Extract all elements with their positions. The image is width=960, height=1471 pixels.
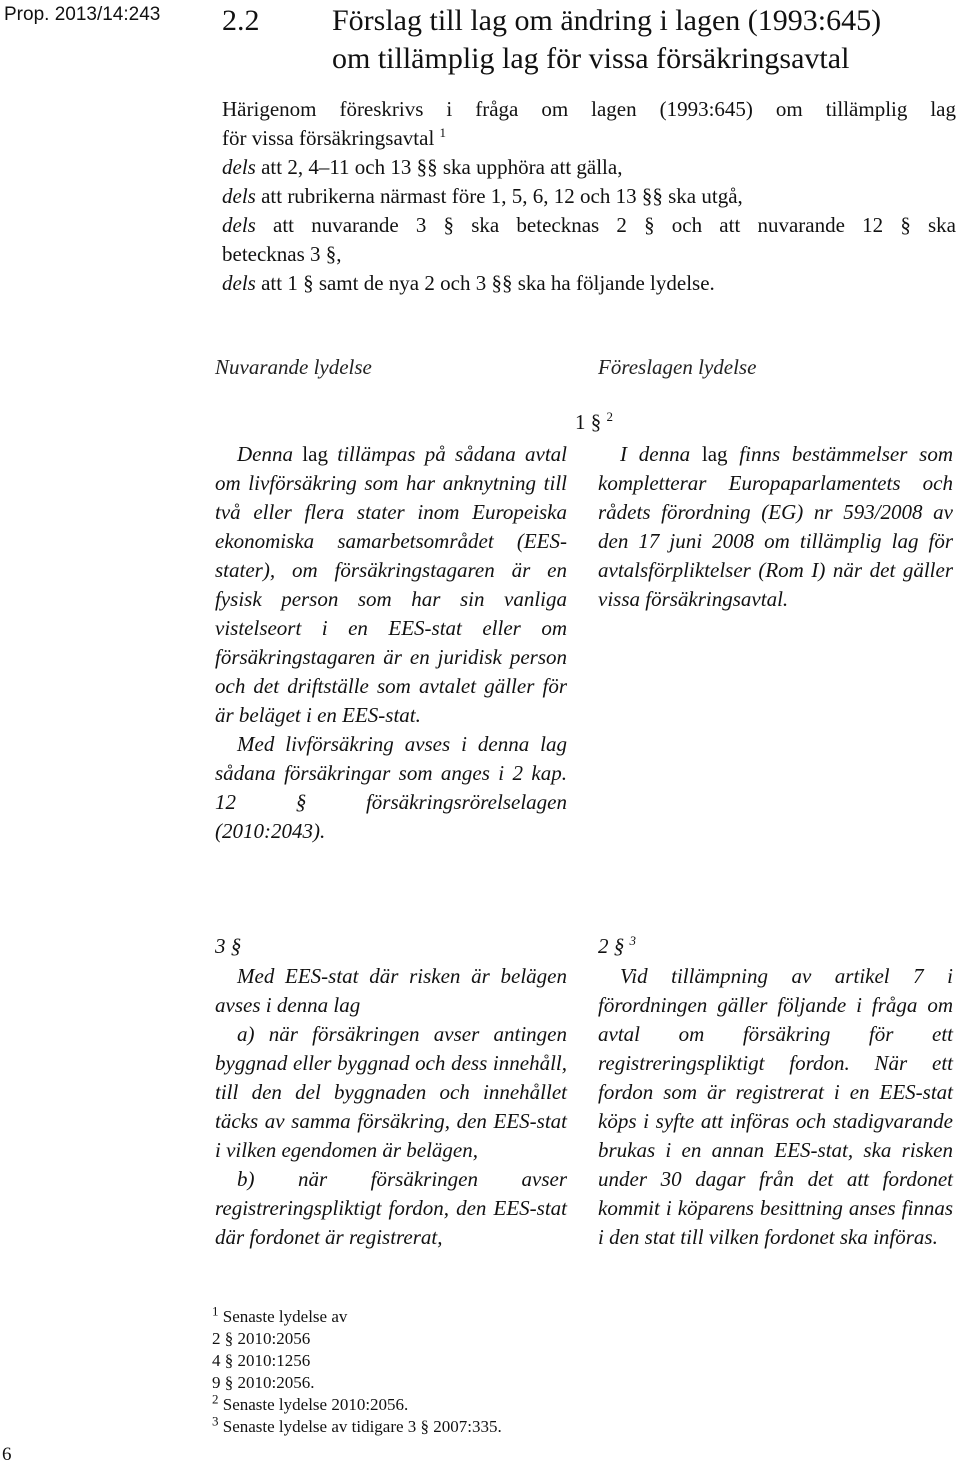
paragraph-3-current-text (215, 962, 567, 1252)
intro-line-2 (222, 124, 956, 153)
text-segment: finns bestämmelser som kompletterar Europaparlamentets och rådets förordning (EG) nr 593/2008 av den 17 juni 2008 om tillämplig lag för avtalsförpliktelser (Rom I) när det gäller vissa försäkringsavtal. (598, 442, 953, 611)
text-segment-lag: lag (302, 442, 328, 466)
text-segment: tillämpas på sådana avtal om livförsäkring som har anknytning till två eller flera stater inom Europeiska ekonomiska samarbetsområdet (EES-stater), om försäkringstagaren är en fysisk person som har sin vanliga vistelseort i en EES-stat eller om försäkringstagaren är en juridisk person och det driftställe som avtalet gäller för är beläget i en EES-stat. (215, 442, 567, 727)
paragraph-1-proposed-text (598, 440, 953, 614)
paragraph-1-current-p1 (215, 440, 567, 730)
dels-label: dels (222, 213, 256, 237)
proposed-wording-heading: Föreslagen lydelse (598, 355, 757, 379)
intro-line-4 (222, 182, 956, 211)
footnote-1-text: Senaste lydelse av (222, 1307, 348, 1326)
footnote-1-item: 4 § 2010:1256 (212, 1351, 311, 1370)
footnote-2-mark: 2 (212, 1391, 219, 1407)
section-title-line-2: om tillämplig lag för vissa försäkringsavtal (332, 42, 850, 75)
prop-header: Prop. 2013/14:243 (4, 4, 161, 25)
intro-line-1: Härigenom föreskrivs i fråga om lagen (1993:645) om tillämplig lag (222, 97, 956, 121)
section-title (222, 2, 952, 78)
current-wording-heading: Nuvarande lydelse (215, 355, 372, 379)
footnote-2 (212, 1391, 502, 1416)
text-segment-lag: lag (701, 442, 728, 466)
footnotes (212, 1303, 502, 1438)
footnote-1-item: 9 § 2010:2056. (212, 1373, 315, 1392)
footnote-1-mark: 1 (212, 1303, 219, 1319)
paragraph-3-current-a: a) när försäkringen avser antingen byggnad eller byggnad och dess innehåll, till den del byggnaden och innehållet täcks av samma försäkring, den EES-stat i vilken egendomen är belägen, (215, 1022, 567, 1162)
dels-label: dels (222, 271, 256, 295)
paragraph-2-label (598, 932, 636, 961)
footnote-2-text: Senaste lydelse 2010:2056. (222, 1395, 409, 1414)
paragraph-3-label: 3 § (215, 934, 242, 958)
paragraph-2-number: 2 § (598, 934, 625, 958)
intro-line-7 (222, 269, 956, 298)
text-segment: Denna (237, 442, 303, 466)
section-title-line-1: Förslag till lag om ändring i lagen (1993:645) (332, 4, 882, 37)
footnote-3 (212, 1413, 502, 1438)
footnote-ref-3: 3 (629, 933, 636, 948)
footnote-3-mark: 3 (212, 1413, 219, 1429)
paragraph-2-proposed-p1: Vid tillämpning av artikel 7 i förordningen gäller följande i fråga om avtal om försäkring för ett registreringspliktigt fordon. När ett fordon som är registrerat i en EES-stat köps i syfte att införas och stadigvarande brukas i en annan EES-stat, ska risken under 30 dagar från det att fordonet kommit i köparens besittning anses finnas i den stat till vilken fordonet ska införas. (598, 964, 953, 1249)
dels-label: dels (222, 155, 256, 179)
paragraph-1-number: 1 § (575, 410, 602, 434)
footnote-1 (212, 1303, 502, 1328)
footnote-ref-2: 2 (606, 409, 613, 424)
footnote-ref-1: 1 (439, 125, 447, 140)
footnote-3-text: Senaste lydelse av tidigare 3 § 2007:335. (222, 1417, 502, 1436)
paragraph-2-proposed-text (598, 962, 953, 1252)
footnote-1-item: 2 § 2010:2056 (212, 1329, 311, 1348)
intro-line-3-text: att 2, 4–11 och 13 §§ ska upphöra att gälla, (261, 155, 623, 179)
text-segment: I denna (620, 442, 702, 466)
intro-line-7-text: att 1 § samt de nya 2 och 3 §§ ska ha följande lydelse. (261, 271, 715, 295)
dels-label: dels (222, 184, 256, 208)
intro-line-3 (222, 153, 956, 182)
paragraph-3-current-intro: Med EES-stat där risken är belägen avses i denna lag (215, 964, 567, 1017)
page-number: 6 (2, 1444, 12, 1465)
paragraph-1-label (575, 408, 613, 437)
intro-line-6: betecknas 3 §, (222, 242, 342, 266)
intro-line-4-text: att rubrikerna närmast före 1, 5, 6, 12 och 13 §§ ska utgå, (261, 184, 743, 208)
intro-text (222, 95, 956, 298)
paragraph-1-current-p2: Med livförsäkring avses i denna lag sådana försäkringar som anges i 2 kap. 12 § försäkringsrörelselagen (2010:2043). (215, 732, 567, 843)
paragraph-1-proposed-p1 (598, 440, 953, 614)
intro-line-5-text: att nuvarande 3 § ska betecknas 2 § och att nuvarande 12 § ska (273, 213, 957, 237)
intro-line-2-text: för vissa försäkringsavtal (222, 126, 435, 150)
paragraph-3-current-b: b) när försäkringen avser registreringspliktigt fordon, den EES-stat där fordonet är registrerat, (215, 1167, 567, 1249)
intro-line-5 (222, 211, 956, 240)
paragraph-1-current-text (215, 440, 567, 846)
section-number: 2.2 (222, 4, 260, 37)
